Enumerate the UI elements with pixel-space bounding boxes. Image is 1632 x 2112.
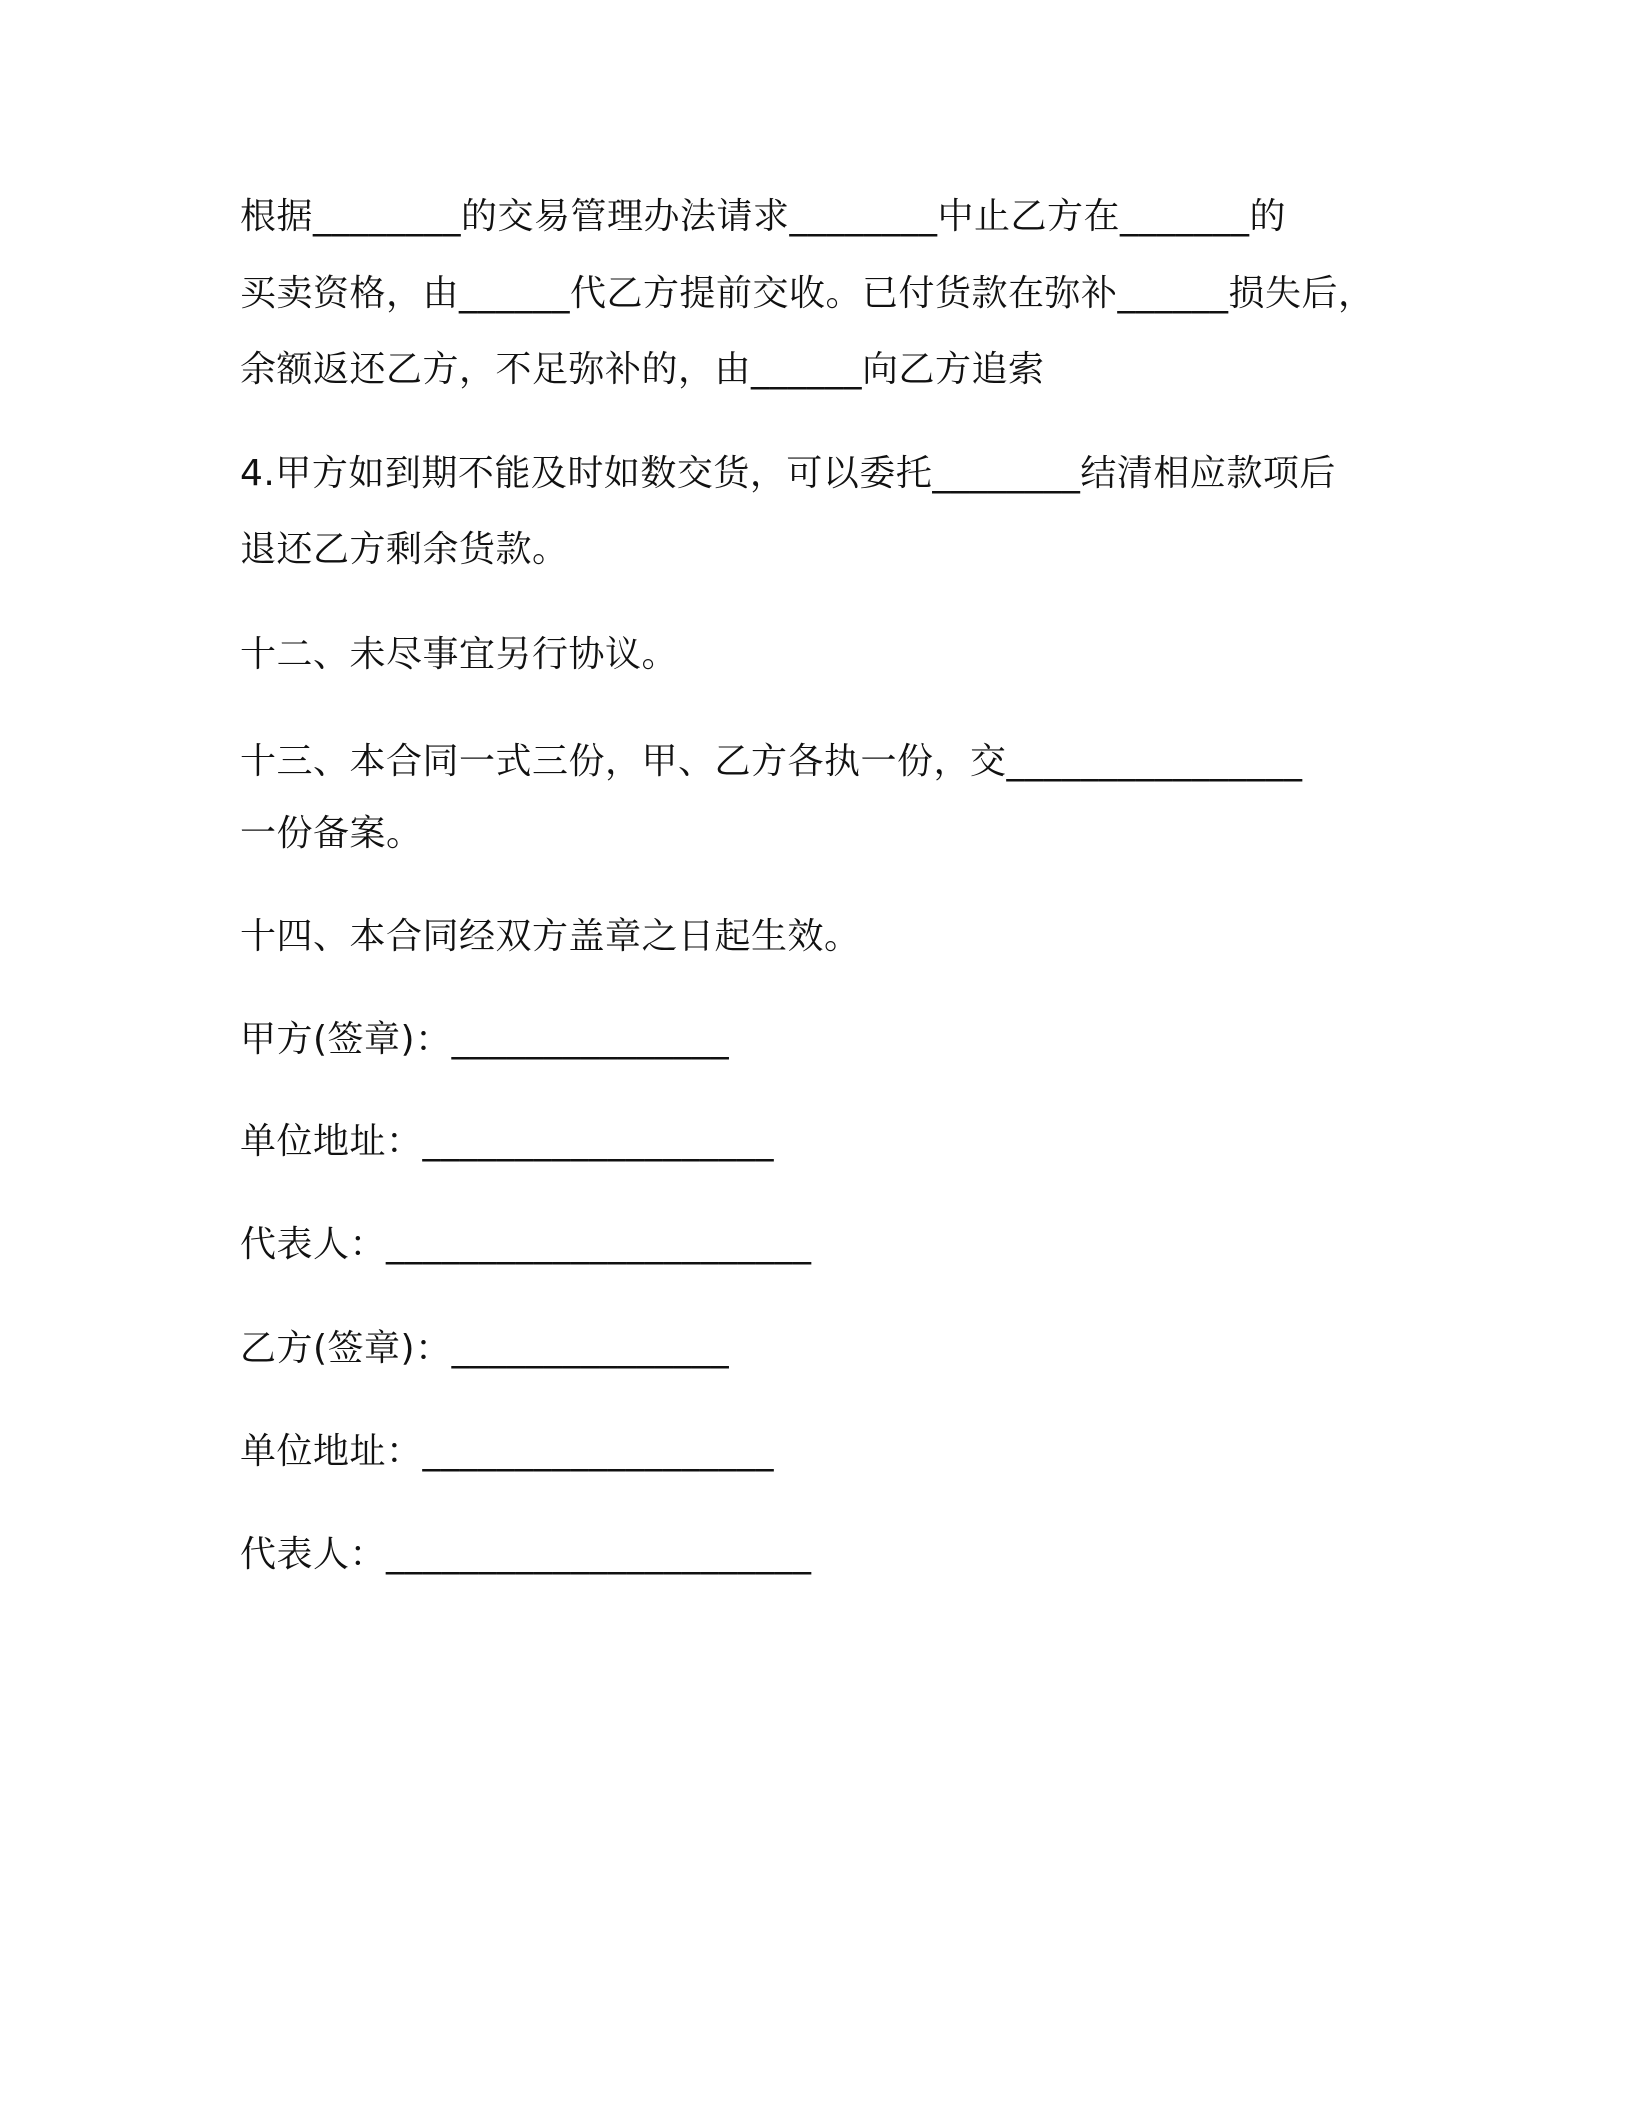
clause11-item4-line1: 4.甲方如到期不能及时如数交货，可以委托________结清相应款项后 (240, 453, 1336, 494)
party-b-signature-field: 乙方(签章)：_______________ (240, 1328, 730, 1369)
party-a-representative-field: 代表人：_______________________ (240, 1224, 812, 1265)
clause11-item3-line3: 余额返还乙方，不足弥补的，由______向乙方追索 (240, 349, 1045, 390)
party-a-address-field: 单位地址：___________________ (240, 1121, 775, 1162)
clause12-text: 十二、未尽事宜另行协议。 (240, 634, 679, 675)
clause11-item4-line2: 退还乙方剩余货款。 (240, 529, 569, 570)
clause13-line1: 十三、本合同一式三份，甲、乙方各执一份，交________________ (240, 741, 1303, 782)
party-b-address-field: 单位地址：___________________ (240, 1431, 775, 1472)
clause11-item3-line2: 买卖资格，由______代乙方提前交收。已付货款在弥补______损失后， (240, 273, 1375, 314)
clause14-text: 十四、本合同经双方盖章之日起生效。 (240, 916, 861, 957)
clause13-line2: 一份备案。 (240, 813, 423, 854)
clause11-item3-line1: 根据________的交易管理办法请求________中止乙方在_______的 (240, 196, 1287, 237)
party-a-signature-field: 甲方(签章)：_______________ (240, 1019, 730, 1060)
party-b-representative-field: 代表人：_______________________ (240, 1534, 812, 1575)
